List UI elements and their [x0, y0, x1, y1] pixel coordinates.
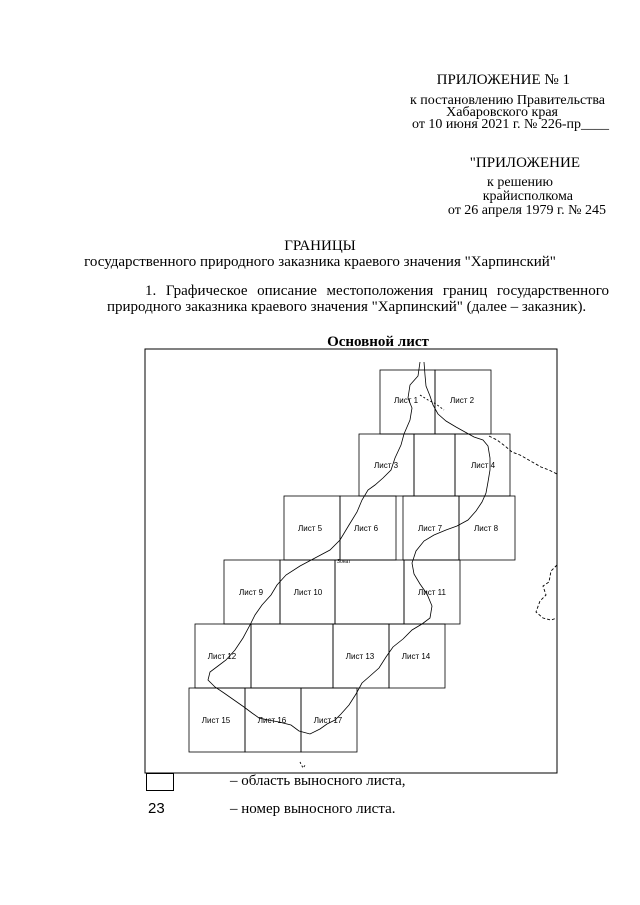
paragraph-line1: 1. Графическое описание местоположения границ государственного [145, 283, 609, 299]
sheet-label: Лист 7 [417, 524, 443, 533]
heading-subtitle: государственного природного заказника краевого значения "Харпинский" [84, 254, 556, 270]
region-boundary-2 [536, 565, 557, 620]
old-appendix-line2: крайисполкома [482, 189, 573, 204]
sheet-label: Лист 8 [473, 524, 499, 533]
paragraph-line2: природного заказника краевого значения "Харпинский" (далее – заказник). [107, 299, 587, 315]
sheet-cell [335, 560, 404, 624]
old-appendix-title: "ПРИЛОЖЕНИЕ [469, 155, 580, 171]
sheet-label: Лист 6 [353, 524, 379, 533]
sheet-label: Лист 5 [297, 524, 323, 533]
sheet-label: Лист 14 [401, 652, 431, 661]
region-boundary [489, 436, 557, 474]
sheet-label: Лист 3 [373, 461, 399, 470]
map-frame [145, 349, 557, 773]
tiny-label: Зонат [337, 559, 351, 565]
sheet-label: Лист 4 [470, 461, 496, 470]
old-appendix-line1: к решению [487, 175, 553, 190]
sheet-label: Лист 12 [207, 652, 237, 661]
appendix-line1: к постановлению Правительства [409, 93, 605, 108]
sheet-label: Лист 2 [449, 396, 475, 405]
sheet-grid [189, 370, 515, 752]
sheet-label: Лист 15 [201, 716, 231, 725]
sheet-label: Лист 16 [257, 716, 287, 725]
appendix-line2: Хабаровского края [446, 105, 558, 120]
map-title: Основной лист [327, 334, 429, 350]
sheet-cell [251, 624, 333, 688]
legend-swatch [146, 773, 174, 791]
appendix-line3: от 10 июня 2021 г. № 226-пр____ [412, 117, 609, 132]
legend-number-sample: 23 [148, 800, 165, 817]
appendix-title: ПРИЛОЖЕНИЕ № 1 [436, 72, 570, 88]
sheet-label: Лист 1 [393, 396, 419, 405]
small-mark [300, 762, 306, 768]
legend-number-text: – номер выносного листа. [230, 801, 396, 817]
sheet-label: Лист 10 [293, 588, 323, 597]
sheet-label: Лист 13 [345, 652, 375, 661]
sheet-label: Лист 11 [418, 588, 446, 597]
sheet-label: Лист 9 [238, 588, 264, 597]
sheet-cell [414, 434, 455, 496]
river-line [208, 362, 490, 734]
legend-area-text: – область выносного листа, [230, 773, 406, 789]
heading-title: ГРАНИЦЫ [284, 238, 356, 254]
old-appendix-line3: от 26 апреля 1979 г. № 245 [447, 203, 606, 218]
sheet-label: Лист 17 [313, 716, 343, 725]
